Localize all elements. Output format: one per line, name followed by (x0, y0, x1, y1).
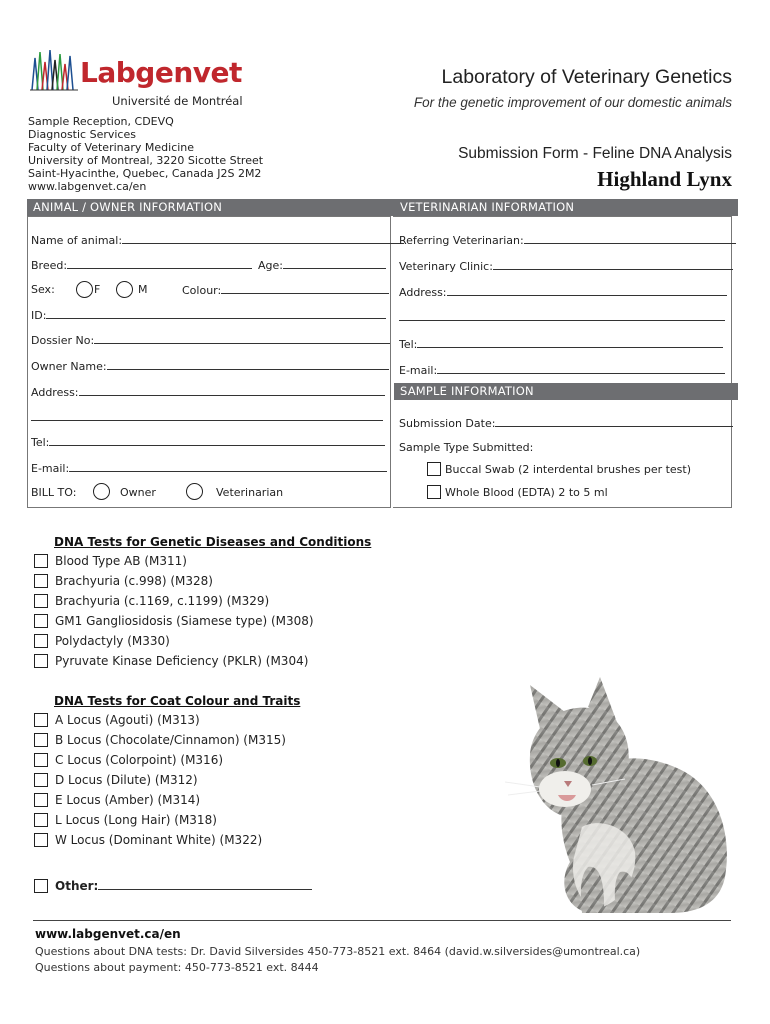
test-checkbox[interactable] (34, 574, 48, 588)
buccal-swab-label: Buccal Swab (2 interdental brushes per test) (445, 463, 692, 476)
test-item[interactable] (34, 654, 314, 674)
owner-name-label: Owner Name: (31, 360, 107, 373)
test-checkbox[interactable] (34, 733, 48, 747)
lab-title: Laboratory of Veterinary Genetics (441, 66, 732, 88)
address-line: Faculty of Veterinary Medicine (28, 141, 195, 154)
colour-label: Colour: (182, 284, 222, 297)
age-line[interactable] (283, 258, 386, 269)
test-label: L Locus (Long Hair) (M318) (55, 813, 217, 827)
test-label: E Locus (Amber) (M314) (55, 793, 201, 807)
other-checkbox[interactable] (34, 879, 48, 893)
colour-field[interactable] (182, 283, 389, 298)
owner-name-line[interactable] (107, 359, 389, 370)
coat-tests-list (34, 713, 286, 853)
other-line[interactable] (98, 879, 312, 890)
vet-address-line-2[interactable] (399, 310, 725, 325)
test-checkbox[interactable] (34, 654, 48, 668)
test-checkbox[interactable] (34, 813, 48, 827)
colour-line[interactable] (221, 283, 389, 294)
other-test-field[interactable] (34, 879, 312, 894)
owner-name-field[interactable] (31, 359, 389, 374)
referring-vet-label: Referring Veterinarian: (399, 234, 524, 247)
test-label: W Locus (Dominant White) (M322) (55, 833, 263, 847)
owner-address-field[interactable] (31, 385, 385, 400)
test-checkbox[interactable] (34, 793, 48, 807)
clinic-field[interactable] (399, 259, 733, 274)
id-label: ID: (31, 309, 47, 322)
test-checkbox[interactable] (34, 713, 48, 727)
dossier-line[interactable] (94, 333, 390, 344)
test-label: Blood Type AB (M311) (55, 554, 187, 568)
whole-blood-checkbox[interactable] (427, 485, 441, 499)
vet-tel-label: Tel: (399, 338, 418, 351)
test-item[interactable] (34, 554, 314, 574)
test-item[interactable] (34, 793, 286, 813)
test-label: C Locus (Colorpoint) (M316) (55, 753, 224, 767)
bill-vet-label: Veterinarian (216, 486, 284, 499)
breed-title: Highland Lynx (597, 167, 732, 191)
address-website: www.labgenvet.ca/en (28, 180, 147, 193)
test-label: Brachyuria (c.1169, c.1199) (M329) (55, 594, 270, 608)
test-label: GM1 Gangliosidosis (Siamese type) (M308) (55, 614, 314, 628)
breed-field[interactable] (31, 258, 252, 273)
owner-tel-line[interactable] (49, 435, 385, 446)
footer-divider (33, 920, 731, 921)
animal-name-label: Name of animal: (31, 234, 123, 247)
test-item[interactable] (34, 773, 286, 793)
test-checkbox[interactable] (34, 773, 48, 787)
test-checkbox[interactable] (34, 554, 48, 568)
dossier-field[interactable] (31, 333, 390, 348)
test-label: Pyruvate Kinase Deficiency (PKLR) (M304) (55, 654, 309, 668)
dossier-label: Dossier No: (31, 334, 95, 347)
sample-info-heading: SAMPLE INFORMATION (394, 383, 738, 400)
bill-owner-radio[interactable] (93, 483, 110, 500)
logo-university: Université de Montréal (112, 94, 243, 108)
clinic-line[interactable] (493, 259, 733, 270)
dna-peaks-icon (30, 48, 82, 92)
test-label: Polydactyly (M330) (55, 634, 170, 648)
animal-owner-heading: ANIMAL / OWNER INFORMATION (27, 199, 397, 216)
owner-address-line-2[interactable] (31, 410, 383, 425)
referring-vet-field[interactable] (399, 233, 736, 248)
owner-email-line[interactable] (69, 461, 387, 472)
footer-dna-questions: Questions about DNA tests: Dr. David Silversides 450-773-8521 ext. 8464 (david.w.silversides@umontreal.ca) (35, 945, 641, 958)
test-item[interactable] (34, 614, 314, 634)
sex-label: Sex: (31, 283, 55, 296)
test-label: Brachyuria (c.998) (M328) (55, 574, 213, 588)
coat-tests-title: DNA Tests for Coat Colour and Traits (54, 694, 301, 708)
owner-address-line-2-rule[interactable] (31, 410, 383, 421)
test-item[interactable] (34, 713, 286, 733)
clinic-label: Veterinary Clinic: (399, 260, 493, 273)
test-label: B Locus (Chocolate/Cinnamon) (M315) (55, 733, 286, 747)
vet-address-line-2-rule[interactable] (399, 310, 725, 321)
vet-tel-line[interactable] (417, 337, 723, 348)
test-item[interactable] (34, 733, 286, 753)
test-checkbox[interactable] (34, 753, 48, 767)
logo-wordmark: Labgenvet (80, 56, 242, 89)
animal-name-field[interactable] (31, 233, 404, 248)
breed-line[interactable] (67, 258, 252, 269)
owner-address-label: Address: (31, 386, 79, 399)
owner-tel-label: Tel: (31, 436, 50, 449)
lab-tagline: For the genetic improvement of our domestic animals (413, 95, 732, 110)
sex-m-radio[interactable] (116, 281, 133, 298)
buccal-swab-checkbox[interactable] (427, 462, 441, 476)
bill-to-label: BILL TO: (31, 486, 77, 499)
submission-date-field[interactable] (399, 416, 733, 431)
referring-vet-line[interactable] (524, 233, 736, 244)
submission-date-line[interactable] (495, 416, 733, 427)
test-checkbox[interactable] (34, 614, 48, 628)
test-item[interactable] (34, 574, 314, 594)
sex-f-label: F (94, 283, 101, 296)
disease-tests-list (34, 554, 314, 674)
test-item[interactable] (34, 833, 286, 853)
test-item[interactable] (34, 813, 286, 833)
sex-f-radio[interactable] (76, 281, 93, 298)
other-label: Other: (55, 879, 99, 893)
vet-email-line[interactable] (437, 363, 725, 374)
test-item[interactable] (34, 634, 314, 654)
test-checkbox[interactable] (34, 833, 48, 847)
vet-email-label: E-mail: (399, 364, 438, 377)
footer-website: www.labgenvet.ca/en (35, 927, 181, 941)
test-item[interactable] (34, 753, 286, 773)
test-checkbox[interactable] (34, 634, 48, 648)
vet-address-field[interactable] (399, 285, 727, 300)
id-line[interactable] (46, 308, 386, 319)
owner-address-line[interactable] (79, 385, 385, 396)
submission-date-label: Submission Date: (399, 417, 496, 430)
owner-email-field[interactable] (31, 461, 387, 476)
address-line: University of Montreal, 3220 Sicotte Street (28, 154, 264, 167)
veterinarian-heading: VETERINARIAN INFORMATION (394, 199, 738, 216)
age-label: Age: (258, 259, 283, 272)
address-line: Diagnostic Services (28, 128, 136, 141)
address-line: Saint-Hyacinthe, Quebec, Canada J2S 2M2 (28, 167, 262, 180)
owner-email-label: E-mail: (31, 462, 70, 475)
vet-address-line[interactable] (447, 285, 727, 296)
bill-owner-label: Owner (120, 486, 156, 499)
address-line: Sample Reception, CDEVQ (28, 115, 174, 128)
vet-tel-field[interactable] (399, 337, 723, 352)
lab-address (28, 115, 263, 193)
vet-email-field[interactable] (399, 363, 725, 378)
breed-label: Breed: (31, 259, 68, 272)
labgenvet-logo (30, 48, 245, 110)
form-title: Submission Form - Feline DNA Analysis (458, 145, 732, 162)
test-checkbox[interactable] (34, 594, 48, 608)
vet-address-label: Address: (399, 286, 447, 299)
footer-payment-questions: Questions about payment: 450-773-8521 ext. 8444 (35, 961, 319, 974)
owner-tel-field[interactable] (31, 435, 385, 450)
disease-tests-title: DNA Tests for Genetic Diseases and Conditions (54, 535, 372, 549)
bill-vet-radio[interactable] (186, 483, 203, 500)
cat-photo (470, 677, 735, 917)
sex-m-label: M (138, 283, 148, 296)
age-field[interactable] (258, 258, 386, 273)
test-item[interactable] (34, 594, 314, 614)
sample-type-label: Sample Type Submitted: (399, 441, 534, 454)
test-label: A Locus (Agouti) (M313) (55, 713, 200, 727)
id-field[interactable] (31, 308, 386, 323)
animal-name-line[interactable] (122, 233, 404, 244)
whole-blood-label: Whole Blood (EDTA) 2 to 5 ml (445, 486, 608, 499)
test-label: D Locus (Dilute) (M312) (55, 773, 198, 787)
